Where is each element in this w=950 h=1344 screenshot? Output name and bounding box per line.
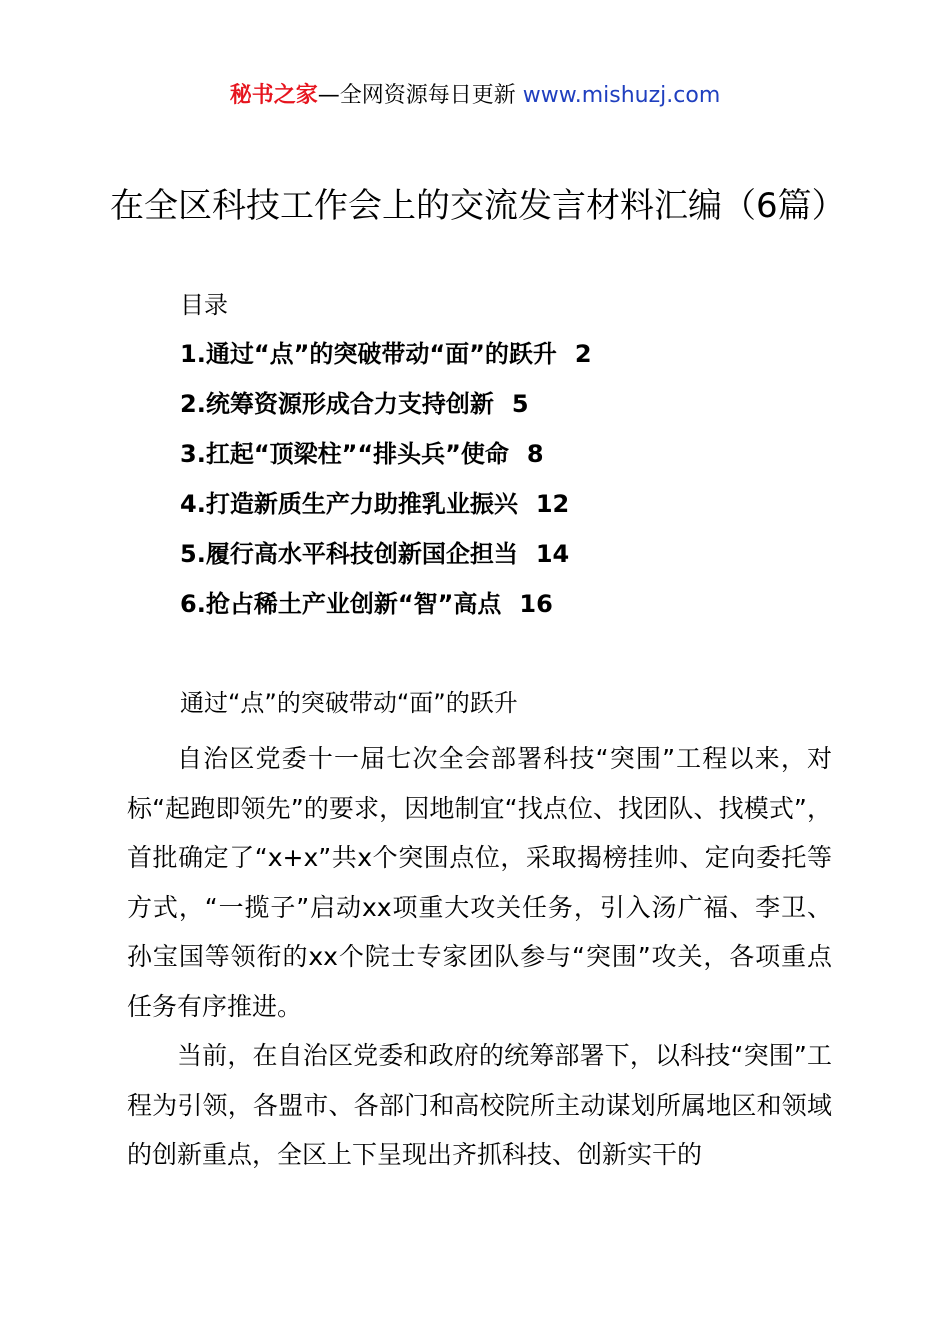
toc-item-title: 6.抢占稀土产业创新“智”高点 bbox=[180, 590, 502, 618]
toc-item-page: 14 bbox=[535, 540, 570, 568]
toc-item-page: 5 bbox=[511, 390, 529, 418]
body-paragraph: 当前，在自治区党委和政府的统筹部署下，以科技“突围”工程为引领，各盟市、各部门和高校院所主动谋划所属地区和领域的创新重点，全区上下呈现出齐抓科技、创新实干的 bbox=[127, 1041, 832, 1169]
toc-item-title: 3.扛起“顶梁柱”“排头兵”使命 bbox=[180, 440, 509, 468]
toc-item[interactable] bbox=[180, 486, 592, 536]
toc-item[interactable] bbox=[180, 536, 592, 586]
brand-name: 秘书之家 bbox=[229, 83, 318, 108]
document-title: 在全区科技工作会上的交流发言材料汇编（6篇） bbox=[110, 186, 846, 226]
toc-item-page: 12 bbox=[535, 490, 570, 518]
table-of-contents bbox=[180, 336, 592, 636]
section-title: 通过“点”的突破带动“面”的跃升 bbox=[180, 689, 518, 717]
toc-item[interactable] bbox=[180, 436, 592, 486]
toc-item-title: 2.统筹资源形成合力支持创新 bbox=[180, 390, 494, 418]
toc-item-page: 2 bbox=[574, 340, 592, 368]
toc-item-page: 16 bbox=[519, 590, 553, 618]
header-url-link[interactable]: www.mishuzj.com bbox=[522, 83, 721, 108]
toc-item-title: 4.打造新质生产力助推乳业振兴 bbox=[180, 490, 518, 518]
toc-item[interactable] bbox=[180, 386, 592, 436]
toc-item-page: 8 bbox=[526, 440, 544, 468]
toc-item[interactable] bbox=[180, 336, 592, 386]
toc-item-title: 5.履行高水平科技创新国企担当 bbox=[180, 540, 518, 568]
body-paragraph: 自治区党委十一届七次全会部署科技“突围”工程以来，对标“起跑即领先”的要求，因地制宜“找点位、找团队、找模式”，首批确定了“x+x”共x个突围点位，采取揭榜挂帅、定向委托等方式，“一揽子”启动xx项重大攻关任务，引入汤广福、李卫、孙宝国等领衔的xx个院士专家团队参与“突围”攻关，各项重点任务有序推进。 bbox=[127, 744, 832, 1021]
body-text bbox=[127, 734, 832, 1180]
toc-item[interactable] bbox=[180, 586, 592, 636]
page-header bbox=[0, 80, 950, 112]
toc-heading: 目录 bbox=[180, 291, 228, 319]
toc-item-title: 1.通过“点”的突破带动“面”的跃升 bbox=[180, 340, 557, 368]
header-tagline: —全网资源每日更新 bbox=[317, 83, 516, 108]
